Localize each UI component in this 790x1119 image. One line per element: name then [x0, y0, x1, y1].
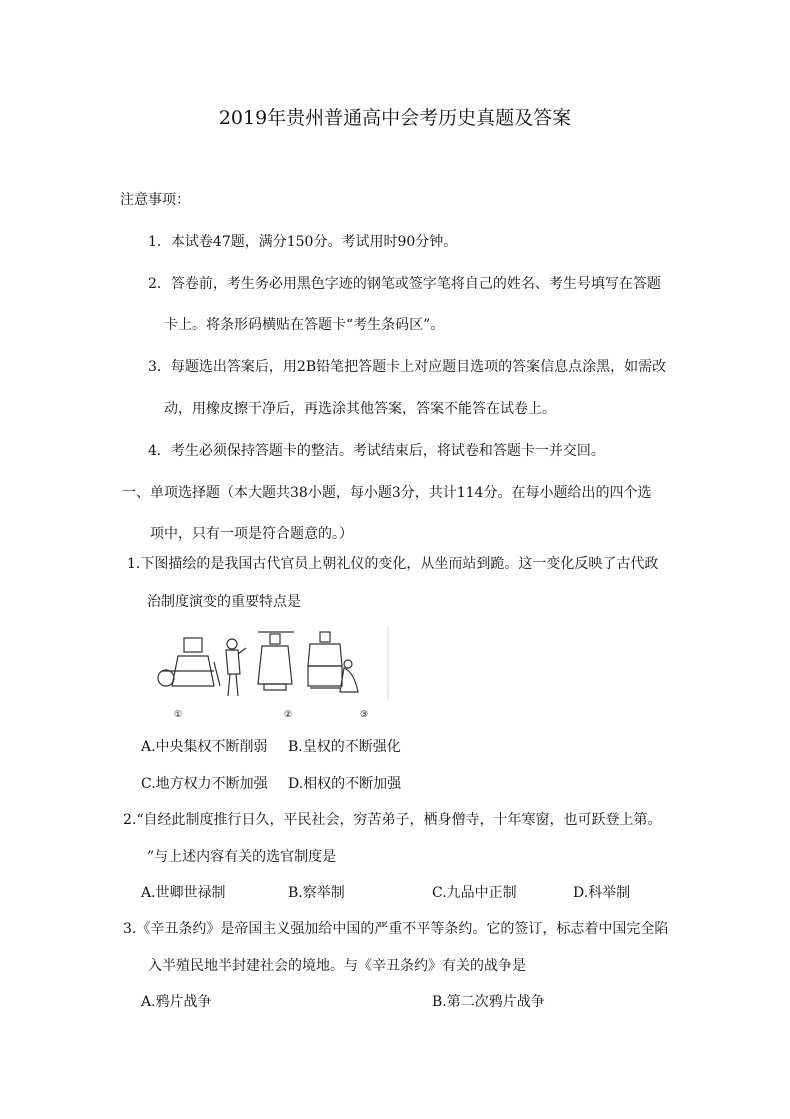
- section-heading: 一、单项选择题（本大题共38小题，每小题3分，共计114分。在每小题给出的四个选: [122, 485, 652, 501]
- notice-item-2-cont: 卡上。将条形码横贴在答题卡“考生条码区”。: [164, 317, 445, 333]
- section-heading-cont: 项中，只有一项是符合题意的。）: [150, 526, 353, 542]
- question-1-option-a: A.中央集权不断削弱: [141, 739, 268, 755]
- item-number: 1．: [148, 234, 171, 250]
- question-3-option-a: A.鸦片战争: [141, 994, 212, 1010]
- item-number: 4．: [148, 443, 171, 459]
- question-2-stem-cont: ”与上述内容有关的选官制度是: [147, 849, 337, 865]
- court-figures-drawing: [154, 626, 390, 706]
- question-2-option-c: C.九品中正制: [432, 885, 517, 901]
- item-number: 2．: [148, 276, 171, 292]
- figure-label-2: ②: [284, 710, 293, 720]
- notice-item-2: [148, 275, 661, 293]
- figure-label-1: ①: [174, 710, 183, 720]
- question-2-stem: 2.“自经此制度推行日久，平民社会，穷苦弟子，栖身僧寺，十年寒窗，也可跃登上第。: [123, 812, 662, 828]
- question-1-stem-cont: 治制度演变的重要特点是: [147, 594, 301, 610]
- question-1-option-c: C.地方权力不断加强: [141, 776, 268, 792]
- page-title: 2019年贵州普通高中会考历史真题及答案: [218, 107, 572, 129]
- notice-item-1: [148, 233, 457, 251]
- notice-item-4: [148, 442, 605, 460]
- question-1-option-d: D.相权的不断加强: [288, 776, 402, 792]
- item-text: 答卷前，考生务必用黑色字迹的钢笔或签字笔将自己的姓名、考生号填写在答题: [170, 276, 661, 292]
- question-3-stem-cont: 入半殖民地半封建社会的境地。与《辛丑条约》有关的战争是: [148, 958, 526, 974]
- notice-item-3: [148, 358, 666, 376]
- question-2-option-a: A.世卿世禄制: [141, 885, 226, 901]
- court-ritual-illustration: [154, 626, 390, 722]
- notice-heading: 注意事项：: [120, 192, 190, 208]
- item-text: 每题选出答案后，用2B铅笔把答题卡上对应题目选项的答案信息点涂黑，如需改: [170, 359, 667, 375]
- question-1-option-b: B.皇权的不断强化: [288, 739, 401, 755]
- question-2-option-b: B.察举制: [288, 885, 345, 901]
- question-3-option-b: B.第二次鸦片战争: [432, 994, 545, 1010]
- question-1-stem: 1.下图描绘的是我国古代官员上朝礼仪的变化，从坐而站到跪。这一变化反映了古代政: [127, 556, 659, 572]
- figure-label-3: ③: [360, 710, 369, 720]
- item-number: 3．: [148, 359, 171, 375]
- question-2-option-d: D.科举制: [573, 885, 631, 901]
- question-3-stem: 3.《辛丑条约》是帝国主义强加给中国的严重不平等条约。它的签订，标志着中国完全陷: [123, 921, 669, 937]
- notice-item-3-cont: 动，用橡皮擦干净后，再选涂其他答案，答案不能答在试卷上。: [164, 401, 556, 417]
- item-text: 考生必须保持答题卡的整洁。考试结束后，将试卷和答题卡一并交回。: [170, 443, 605, 459]
- item-text: 本试卷47题，满分150分。考试用时90分钟。: [170, 234, 458, 250]
